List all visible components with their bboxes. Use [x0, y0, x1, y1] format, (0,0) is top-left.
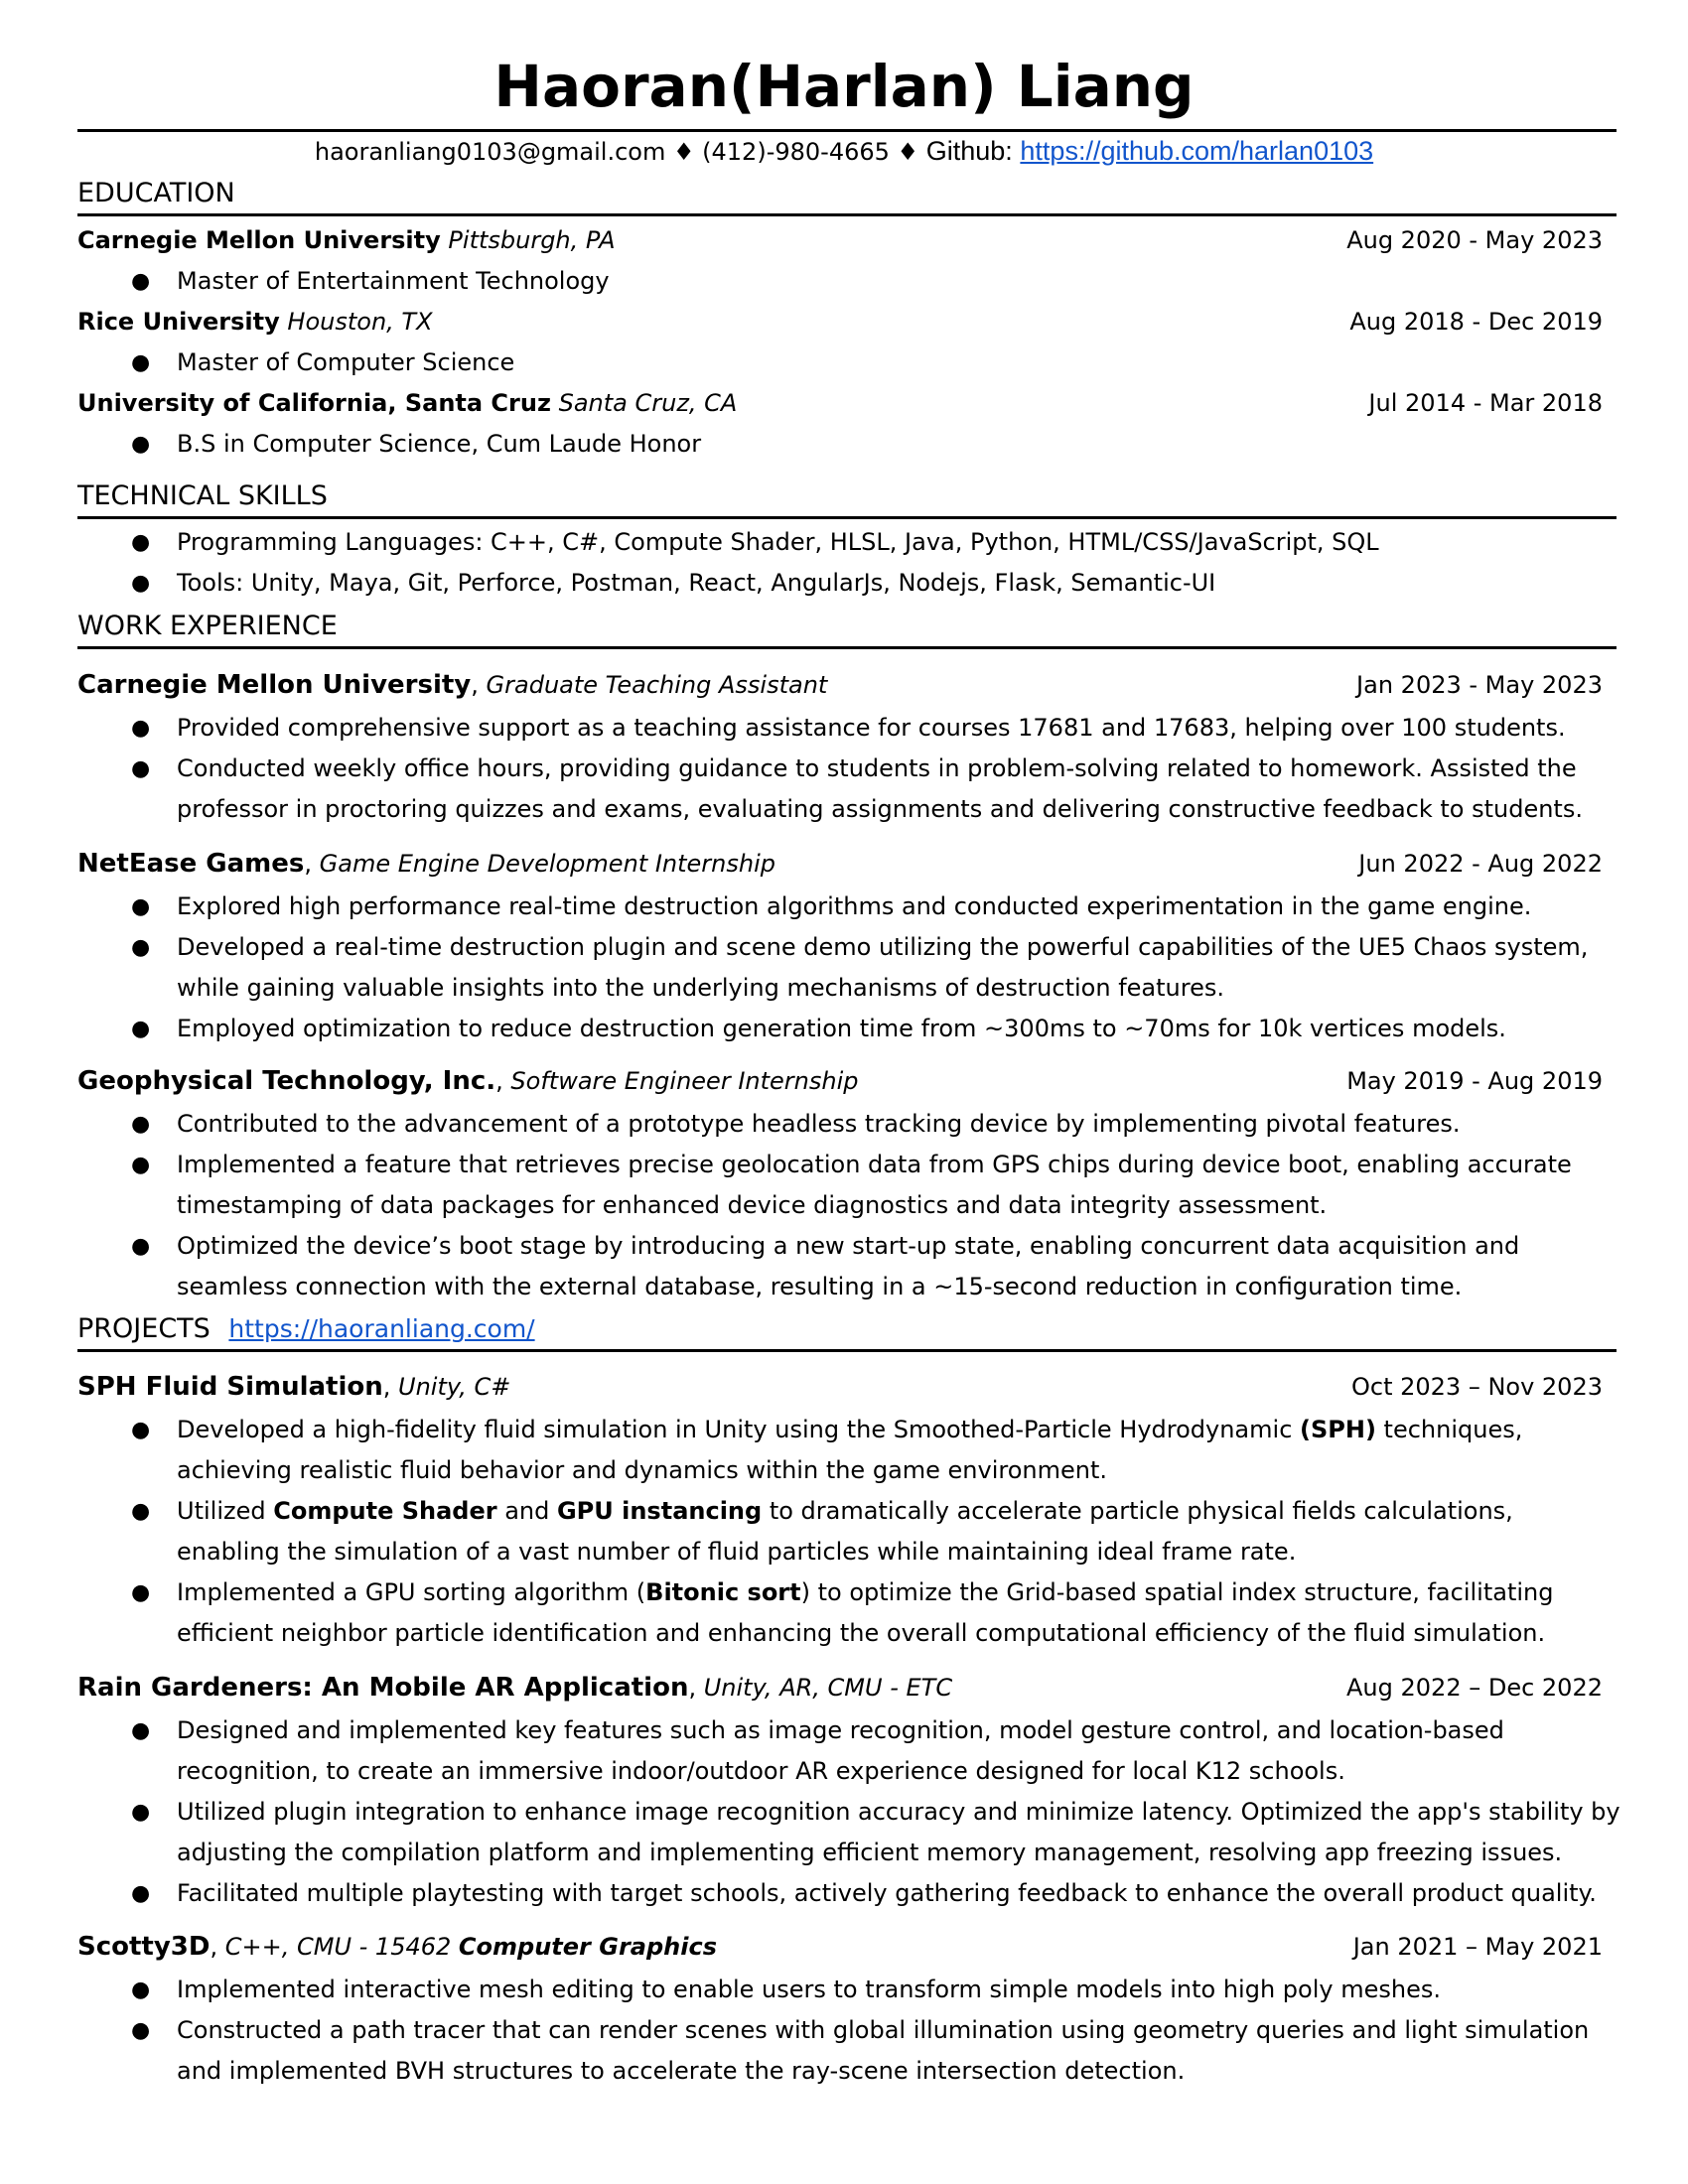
- comma: ,: [382, 1373, 399, 1401]
- github-link[interactable]: https://github.com/harlan0103: [1020, 136, 1374, 166]
- education-dates: Aug 2020 - May 2023: [1346, 226, 1603, 254]
- bullet-text: Conducted weekly office hours, providing guidance to students in problem-solving related to homework. Assisted the professor in proctoring quizzes and exams, evaluating assignments and delivering constructive feedback to students.: [177, 754, 1583, 823]
- bullet-icon: ●: [131, 894, 151, 919]
- bullet-icon: ●: [131, 1017, 151, 1041]
- section-divider: [77, 1349, 1617, 1352]
- bullet-text: Designed and implemented key features such as image recognition, model gesture control, and location-based recognition, to create an immersive indoor/outdoor AR experience designed for local K12 schools.: [177, 1716, 1504, 1785]
- skill-text: Programming Languages: C++, C#, Compute Shader, HLSL, Java, Python, HTML/CSS/JavaScript, SQL: [177, 528, 1379, 556]
- name-divider: [77, 129, 1617, 132]
- bullet-icon: ●: [131, 2018, 151, 2043]
- comma: ,: [495, 1067, 511, 1095]
- project-entry: [77, 1367, 1603, 1407]
- bullet-text: Optimized the device’s boot stage by introducing a new start-up state, enabling concurrent data acquisition and seamless connection with the external database, resulting in a ~15-second reduction in configuration time.: [177, 1232, 1520, 1300]
- email-text: haoranliang0103@gmail.com: [314, 138, 666, 166]
- list-item: [131, 887, 1620, 927]
- company-name: Carnegie Mellon University: [77, 670, 472, 700]
- list-item: [131, 2010, 1620, 2092]
- phone-text: (412)-980-4665: [702, 138, 890, 166]
- bullet-text: Constructed a path tracer that can render scenes with global illumination using geometry queries and light simulation and implemented BVH structures to accelerate the ray-scene intersection detection.: [177, 2016, 1590, 2085]
- project-dates: Aug 2022 – Dec 2022: [1346, 1674, 1603, 1702]
- bullet-text: Employed optimization to reduce destruction generation time from ~300ms to ~70ms for 10k vertices models.: [177, 1015, 1506, 1042]
- bullet-text: Developed a high-fidelity fluid simulation in Unity using the Smoothed-Particle Hydrodynamic (SPH) techniques, achieving realistic fluid behavior and dynamics within the game environment.: [177, 1416, 1523, 1484]
- list-item: [131, 927, 1620, 1009]
- comma: ,: [304, 850, 320, 878]
- education-dates: Aug 2018 - Dec 2019: [1349, 308, 1603, 336]
- bullet-text: Explored high performance real-time destruction algorithms and conducted experimentation in the game engine.: [177, 892, 1532, 920]
- bullet-icon: ●: [131, 1718, 151, 1743]
- project-tech: C++, CMU - 15462: [224, 1933, 452, 1961]
- bullet-text: Implemented a feature that retrieves precise geolocation data from GPS chips during device boot, enabling accurate timestamping of data packages for enhanced device diagnostics and data integrity assessment.: [177, 1151, 1572, 1219]
- list-item: [131, 1145, 1620, 1226]
- list-item: [131, 749, 1620, 830]
- degree-text: Master of Entertainment Technology: [177, 267, 610, 295]
- separator-diamond: ♦: [897, 138, 919, 166]
- project-tech: Unity, AR, CMU - ETC: [703, 1674, 953, 1702]
- education-heading: EDUCATION: [77, 178, 235, 208]
- education-section: [77, 177, 1617, 216]
- work-entry: [77, 665, 1603, 705]
- work-dates: Jun 2022 - Aug 2022: [1358, 850, 1603, 878]
- bullet-text: Implemented interactive mesh editing to enable users to transform simple models into high poly meshes.: [177, 1976, 1441, 2003]
- work-entry: [77, 844, 1603, 884]
- job-role: Game Engine Development Internship: [319, 850, 775, 878]
- company-name: NetEase Games: [77, 849, 305, 879]
- list-item: [131, 563, 1620, 604]
- bullet-text: Developed a real-time destruction plugin and scene demo utilizing the powerful capabilities of the UE5 Chaos system, while gaining valuable insights into the underlying mechanisms of destruction features.: [177, 933, 1589, 1002]
- project-dates: Jan 2021 – May 2021: [1352, 1933, 1603, 1961]
- bullet-icon: ●: [131, 935, 151, 960]
- bullet-text: Provided comprehensive support as a teaching assistance for courses 17681 and 17683, helping over 100 students.: [177, 714, 1566, 742]
- bullet-text: Contributed to the advancement of a prototype headless tracking device by implementing pivotal features.: [177, 1110, 1461, 1138]
- section-divider: [77, 516, 1617, 519]
- degree-text: Master of Computer Science: [177, 348, 515, 376]
- bullet-text: Implemented a GPU sorting algorithm (Bitonic sort) to optimize the Grid-based spatial index structure, facilitating efficient neighbor particle identification and enhancing the overall computational efficiency of the fluid simulation.: [177, 1578, 1554, 1647]
- list-item: [131, 1410, 1620, 1491]
- list-item: [131, 424, 1620, 465]
- work-heading: WORK EXPERIENCE: [77, 611, 338, 641]
- bullet-icon: ●: [131, 432, 151, 457]
- comma: ,: [471, 671, 487, 699]
- list-item: [131, 1710, 1620, 1792]
- list-item: [131, 261, 1620, 302]
- bullet-icon: ●: [131, 571, 151, 596]
- school-name: Rice University: [77, 308, 280, 336]
- project-name: Rain Gardeners: An Mobile AR Application: [77, 1673, 689, 1703]
- skills-heading: TECHNICAL SKILLS: [77, 480, 328, 511]
- contact-line: [0, 133, 1688, 170]
- bullet-text: Utilized Compute Shader and GPU instancing to dramatically accelerate particle physical fields calculations, enabling the simulation of a vast number of fluid particles while maintaining ideal frame rate.: [177, 1497, 1513, 1566]
- bullet-icon: ●: [131, 1234, 151, 1259]
- skills-section: [77, 479, 1617, 519]
- separator-diamond: ♦: [673, 138, 695, 166]
- projects-section: [77, 1312, 1617, 1352]
- section-divider: [77, 213, 1617, 216]
- comma: ,: [688, 1674, 704, 1702]
- bullet-icon: ●: [131, 1418, 151, 1442]
- school-name: University of California, Santa Cruz: [77, 389, 551, 417]
- project-course: Computer Graphics: [458, 1933, 717, 1961]
- bullet-icon: ●: [131, 350, 151, 375]
- bullet-text: Utilized plugin integration to enhance image recognition accuracy and minimize latency. Optimized the app's stability by adjusting the compilation platform and implementing efficient memory management, resolving app freezing issues.: [177, 1798, 1620, 1866]
- job-role: Graduate Teaching Assistant: [486, 671, 828, 699]
- project-entry: [77, 1927, 1603, 1967]
- bullet-icon: ●: [131, 1580, 151, 1605]
- bullet-icon: ●: [131, 1800, 151, 1825]
- project-tech: Unity, C#: [398, 1373, 511, 1401]
- project-name: SPH Fluid Simulation: [77, 1372, 383, 1402]
- github-label: Github:: [925, 136, 1013, 166]
- company-name: Geophysical Technology, Inc.: [77, 1066, 496, 1096]
- projects-heading: [77, 1312, 1617, 1346]
- bullet-icon: ●: [131, 530, 151, 555]
- work-dates: May 2019 - Aug 2019: [1346, 1067, 1603, 1095]
- list-item: [131, 1009, 1620, 1049]
- education-dates: Jul 2014 - Mar 2018: [1368, 389, 1603, 417]
- project-name: Scotty3D: [77, 1932, 211, 1962]
- bullet-icon: ●: [131, 716, 151, 741]
- projects-title: PROJECTS: [77, 1313, 211, 1344]
- bullet-text: Facilitated multiple playtesting with target schools, actively gathering feedback to enhance the overall product quality.: [177, 1879, 1597, 1907]
- list-item: [131, 342, 1620, 383]
- portfolio-link[interactable]: https://haoranliang.com/: [228, 1314, 535, 1343]
- bullet-icon: ●: [131, 1881, 151, 1906]
- bullet-icon: ●: [131, 1499, 151, 1524]
- comma: ,: [210, 1933, 225, 1961]
- section-divider: [77, 646, 1617, 649]
- bullet-icon: ●: [131, 1978, 151, 2002]
- school-name: Carnegie Mellon University: [77, 226, 441, 254]
- list-item: [131, 1491, 1620, 1572]
- list-item: [131, 522, 1620, 563]
- skill-text: Tools: Unity, Maya, Git, Perforce, Postman, React, AngularJs, Nodejs, Flask, Semantic-UI: [177, 569, 1216, 597]
- education-entry: [77, 383, 1603, 423]
- list-item: [131, 1226, 1620, 1307]
- list-item: [131, 708, 1620, 749]
- bullet-icon: ●: [131, 1153, 151, 1177]
- list-item: [131, 1572, 1620, 1654]
- education-entry: [77, 220, 1603, 260]
- bullet-icon: ●: [131, 1112, 151, 1137]
- candidate-name: Haoran(Harlan) Liang: [493, 53, 1195, 120]
- school-location: Houston, TX: [287, 308, 433, 336]
- bullet-icon: ●: [131, 756, 151, 781]
- work-dates: Jan 2023 - May 2023: [1356, 671, 1603, 699]
- work-entry: [77, 1061, 1603, 1101]
- list-item: [131, 1970, 1620, 2010]
- list-item: [131, 1792, 1620, 1873]
- list-item: [131, 1873, 1620, 1914]
- work-section: [77, 610, 1617, 649]
- list-item: [131, 1104, 1620, 1145]
- project-dates: Oct 2023 – Nov 2023: [1350, 1373, 1603, 1401]
- job-role: Software Engineer Internship: [510, 1067, 859, 1095]
- school-location: Pittsburgh, PA: [448, 226, 616, 254]
- bullet-icon: ●: [131, 269, 151, 294]
- education-entry: [77, 302, 1603, 341]
- school-location: Santa Cruz, CA: [558, 389, 738, 417]
- project-entry: [77, 1668, 1603, 1707]
- degree-text: B.S in Computer Science, Cum Laude Honor: [177, 430, 702, 458]
